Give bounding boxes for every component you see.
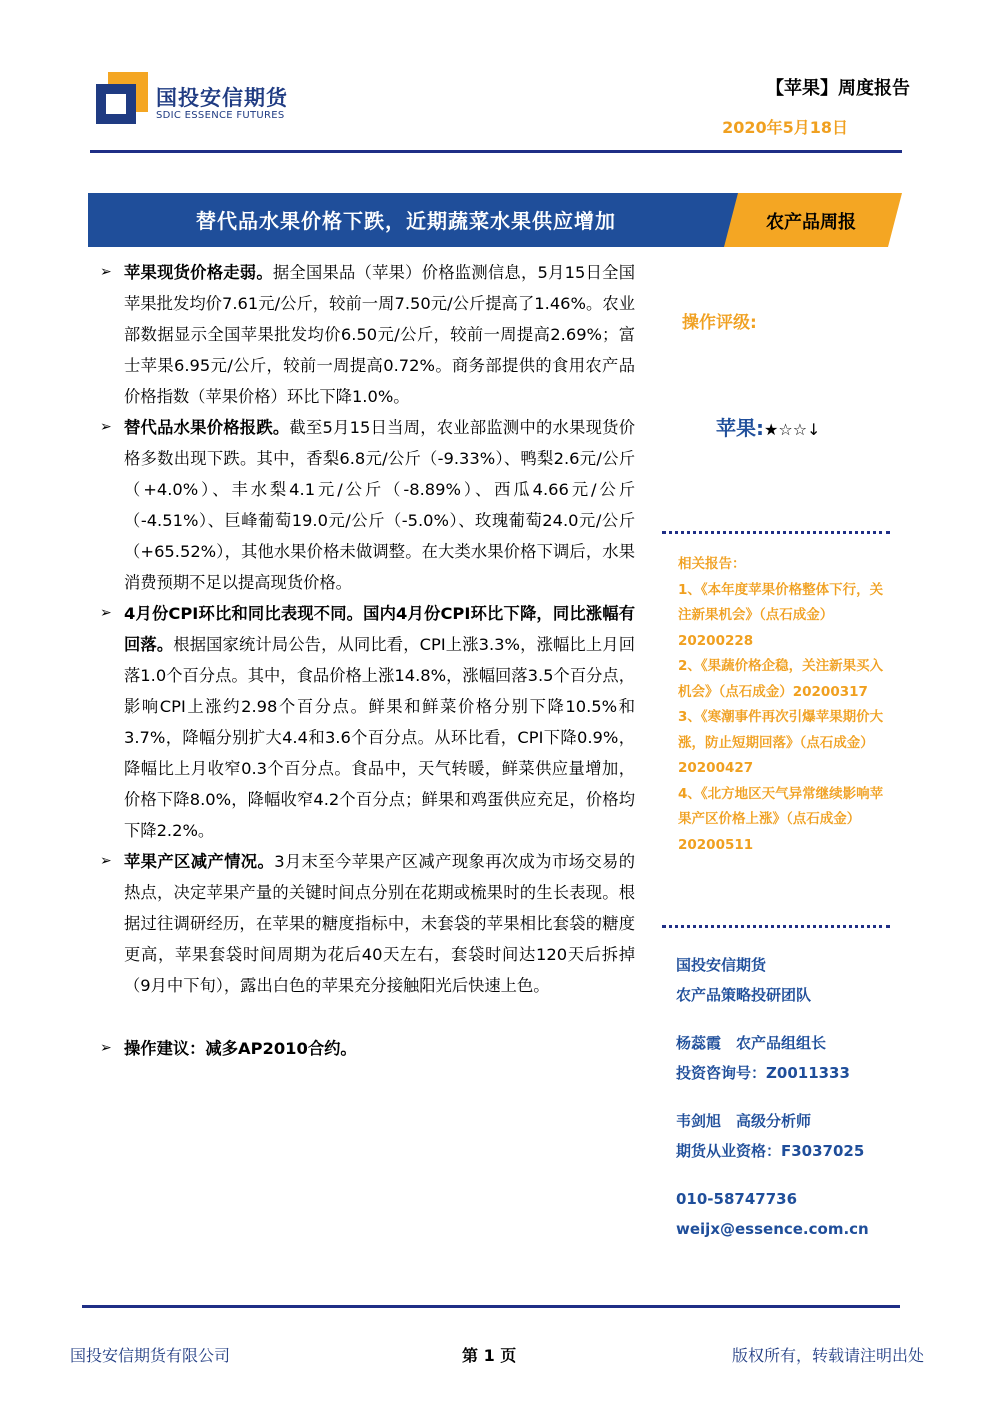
bullet-apple-spot-price — [100, 257, 635, 412]
category-tag: 农产品周报 — [766, 212, 856, 233]
sidebar-divider — [662, 925, 890, 928]
sidebar-divider — [662, 531, 890, 534]
rating-line — [716, 412, 820, 441]
team-company: 国投安信期货 — [676, 956, 767, 974]
bullet-cpi — [100, 598, 635, 846]
report-date: 2020年5月18日 — [722, 118, 848, 137]
bullet-heading: 4月份CPI环比和同比表现不同。国内4月份CPI环比下降，同比涨幅有回落。 — [124, 604, 635, 654]
related-reports-title: 相关报告： — [678, 556, 746, 572]
bullet-arrow-icon: ➢ — [100, 605, 112, 621]
footer-company: 国投安信期货有限公司 — [70, 1346, 231, 1365]
contact-email[interactable]: weijx@essence.com.cn — [676, 1220, 869, 1238]
bullet-heading: 苹果现货价格走弱。 — [124, 263, 273, 282]
bullet-trading-advice — [100, 1033, 635, 1064]
related-report-item[interactable]: 1、《本年度苹果价格整体下行，关注新果机会》（点石成金）20200228 — [678, 581, 884, 649]
research-team — [676, 950, 896, 1244]
bullet-text: 根据国家统计局公告，从同比看，CPI上涨3.3%，涨幅比上月回落1.0个百分点。其中，食品价格上涨14.8%，涨幅回落3.5个百分点，影响CPI上涨约2.98个百分点。鲜果和鲜菜价格分别下降10.5%和3.7%，降幅分别扩大4.4和3.6个百分点。从环比看，CPI下降0.9%，降幅比上月收窄0.3个百分点。食品中，天气转暖，鲜菜供应量增加，价格下降8.0%，降幅收窄4.2个百分点；鲜果和鸡蛋供应充足，价格均下降2.2%。 — [124, 635, 635, 840]
report-type: 【苹果】周度报告 — [766, 78, 910, 99]
related-report-item[interactable]: 4、《北方地区天气异常继续影响苹果产区价格上涨》（点石成金）20200511 — [678, 785, 884, 853]
logo-mark-icon — [96, 72, 148, 124]
related-report-item[interactable]: 2、《果蔬价格企稳，关注新果买入机会》（点石成金）20200317 — [678, 658, 884, 700]
bullet-arrow-icon: ➢ — [100, 853, 112, 869]
bullet-arrow-icon: ➢ — [100, 419, 112, 435]
bullet-production-cut — [100, 846, 635, 1001]
team-name: 农产品策略投研团队 — [676, 986, 812, 1004]
analyst-1-license: 投资咨询号：Z0011333 — [676, 1064, 850, 1082]
bullet-arrow-icon: ➢ — [100, 264, 112, 280]
bullet-text: 3月末至今苹果产区减产现象再次成为市场交易的热点，决定苹果产量的关键时间点分别在花期或梳果时的生长表现。根据过往调研经历，在苹果的糖度指标中，未套袋的苹果相比套袋的糖度更高，苹果套袋时间周期为花后40天左右，套袋时间达120天后拆掉（9月中下旬），露出白色的苹果充分接触阳光后快速上色。 — [124, 852, 635, 995]
analyst-2: 韦剑旭 高级分析师 — [676, 1112, 812, 1130]
rating-item: 苹果: — [716, 416, 764, 440]
rating-stars: ★☆☆↓ — [764, 420, 821, 439]
footer-copyright: 版权所有，转载请注明出处 — [731, 1346, 924, 1365]
bullet-heading: 操作建议：减多AP2010合约。 — [124, 1039, 357, 1058]
main-content — [100, 257, 635, 1064]
page-number: 第 1 页 — [462, 1346, 517, 1365]
header-divider — [90, 150, 902, 153]
related-report-item[interactable]: 3、《寒潮事件再次引爆苹果期价大涨，防止短期回落》（点石成金）20200427 — [678, 709, 884, 776]
company-logo — [96, 72, 296, 128]
footer-divider — [82, 1305, 900, 1308]
analyst-2-license: 期货从业资格：F3037025 — [676, 1142, 865, 1160]
bullet-text: 截至5月15日当周，农业部监测中的水果现货价格多数出现下跌。其中，香梨6.8元/公斤（-9.33%）、鸭梨2.6元/公斤（+4.0%）、丰水梨4.1元/公斤（-8.89%）、西瓜4.66元/公斤（-4.51%）、巨峰葡萄19.0元/公斤（-5.0%）、玫瑰葡萄24.0元/公斤（+65.52%），其他水果价格未做调整。在大类水果价格下调后，水果消费预期不足以提高现货价格。 — [124, 418, 635, 592]
bullet-heading: 替代品水果价格报跌。 — [124, 418, 290, 437]
rating-label: 操作评级: — [682, 313, 757, 333]
report-headline: 替代品水果价格下跌，近期蔬菜水果供应增加 — [196, 209, 616, 233]
bullet-substitute-fruit — [100, 412, 635, 598]
logo-chinese-name: 国投安信期货 — [156, 86, 288, 110]
bullet-text: 据全国果品（苹果）价格监测信息，5月15日全国苹果批发均价7.61元/公斤，较前一周7.50元/公斤提高了1.46%。农业部数据显示全国苹果批发均价6.50元/公斤，较前一周提高2.69%；富士苹果6.95元/公斤，较前一周提高0.72%。商务部提供的食用农产品价格指数（苹果价格）环比下降1.0%。 — [124, 263, 635, 406]
bullet-arrow-icon: ➢ — [100, 1040, 112, 1056]
bullet-heading: 苹果产区减产情况。 — [124, 852, 275, 871]
analyst-1: 杨蕊霞 农产品组组长 — [676, 1034, 827, 1052]
related-reports — [678, 552, 890, 858]
contact-phone: 010-58747736 — [676, 1190, 798, 1208]
logo-english-name: SDIC ESSENCE FUTURES — [156, 110, 285, 121]
